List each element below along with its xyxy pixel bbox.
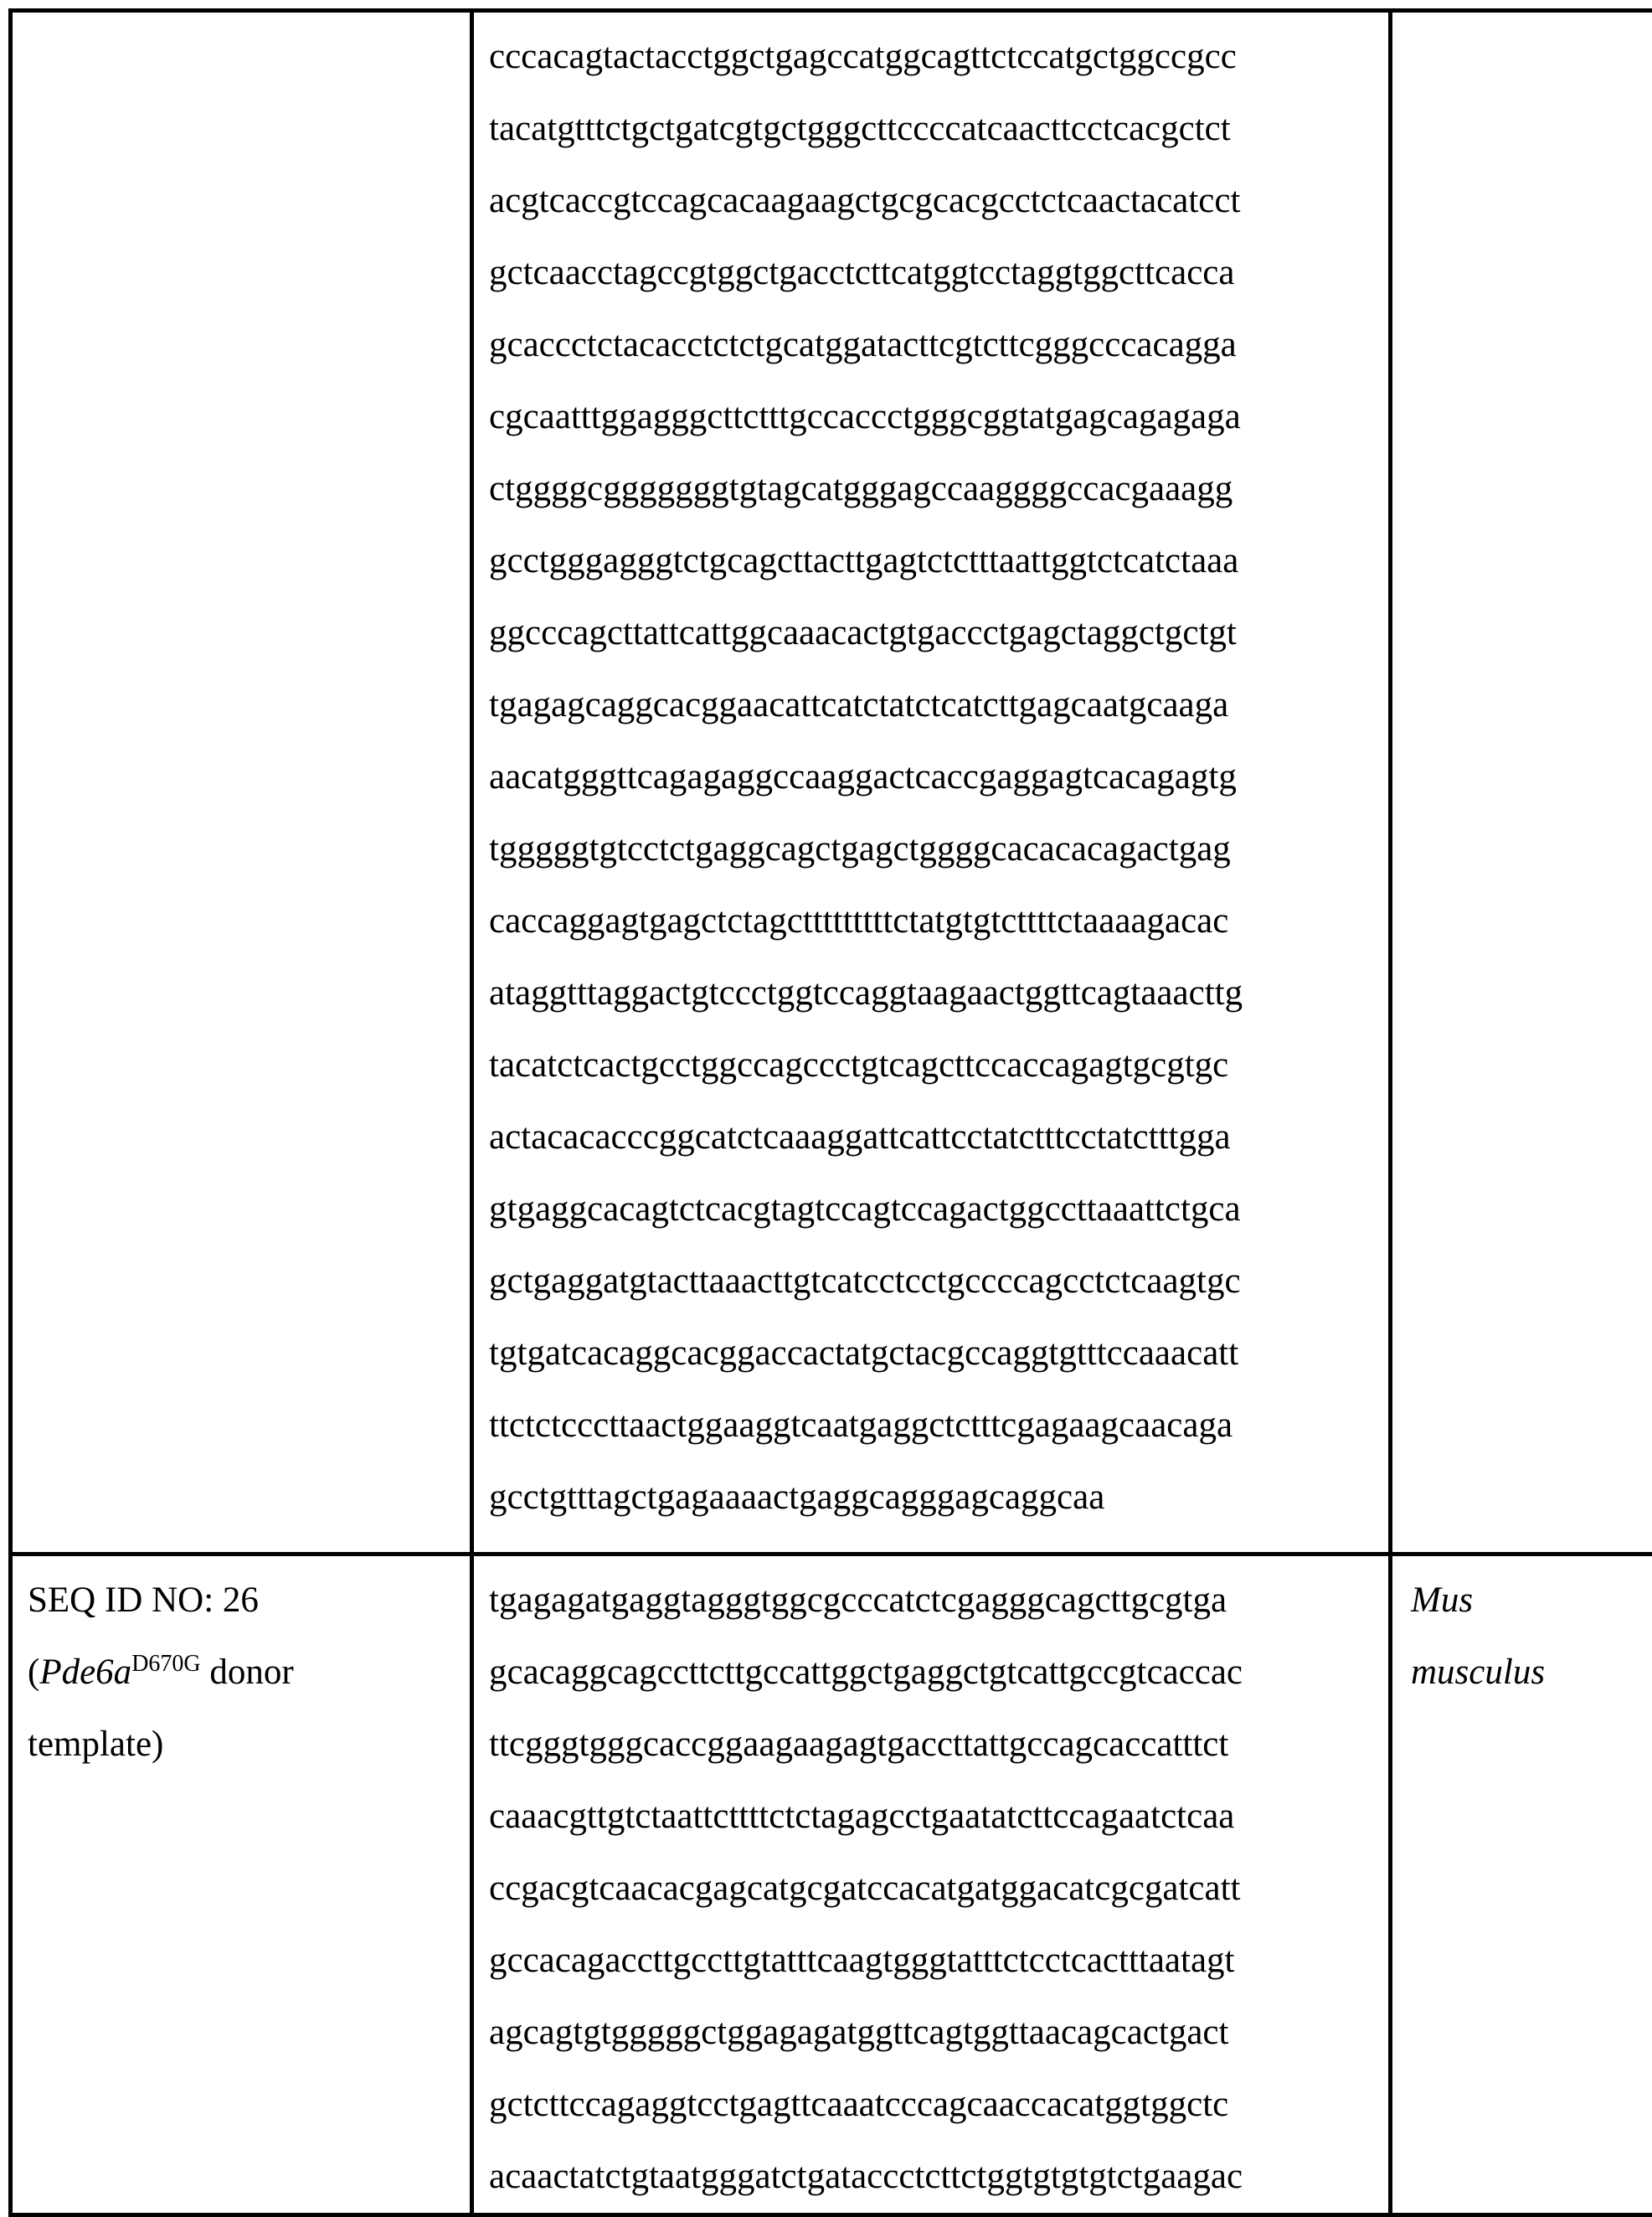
sequence-cell [472,11,1391,1554]
table-row [11,11,1652,1554]
sequence-line: gcacaggcagccttcttgccattggctgaggctgtcattgccgtcaccac [489,1637,1373,1709]
sequence-cell [472,1554,1391,2215]
desc-text-line3: template) [28,1709,455,1781]
sequence-line: ggcccagcttattcattggcaaacactgtgaccctgagctaggctgctgt [489,597,1373,669]
sequence-line: caaacgttgtctaattcttttctctagagcctgaatatcttccagaatctcaa [489,1781,1373,1853]
seq-id-cell [11,11,472,1554]
sequence-table [8,8,1652,2217]
organism-cell [1391,11,1652,1554]
sequence-line: acgtcaccgtccagcacaagaagctgcgcacgcctctcaactacatcct [489,165,1373,237]
sequence-line: tgtgatcacaggcacggaccactatgctacgccaggtgtttccaaacatt [489,1317,1373,1389]
sequence-line: cccacagtactacctggctgagccatggcagttctccatgctggccgcc [489,21,1373,93]
sequence-line: gcctgtttagctgagaaaactgaggcagggagcaggcaa [489,1462,1373,1534]
sequence-line: ataggtttaggactgtccctggtccaggtaagaactggttcagtaaacttg [489,957,1373,1029]
sequence-line: tgggggtgtcctctgaggcagctgagctggggcacacacagactgag [489,813,1373,885]
sequence-line: tgagagatgaggtagggtggcgcccatctcgagggcagcttgcgtga [489,1565,1373,1637]
sequence-line: gctgaggatgtacttaaacttgtcatcctcctgccccagcctctcaagtgc [489,1245,1373,1317]
organism-species: musculus [1411,1652,1545,1692]
sequence-line: tgagagcaggcacggaacattcatctatctcatcttgagcaatgcaaga [489,669,1373,741]
sequence-line: ttcgggtgggcaccggaagaagagtgaccttattgccagcaccatttct [489,1709,1373,1781]
seq-description [28,1637,455,1709]
sequence-line: agcagtgtgggggctggagagatggttcagtggttaacagcactgact [489,1997,1373,2069]
sequence-line: aacatgggttcagagaggccaaggactcaccgaggagtcacagagtg [489,741,1373,813]
sequence-line: gtgaggcacagtctcacgtagtccagtccagactggccttaaattctgca [489,1173,1373,1245]
sequence-line: gctcttccagaggtcctgagttcaaatcccagcaaccacatggtggctc [489,2069,1373,2141]
paren-open: ( [28,1652,39,1692]
sequence-line: gcctgggagggtctgcagcttacttgagtctctttaattggtctcatctaaa [489,525,1373,597]
organism-genus: Mus [1411,1580,1473,1620]
sequence-line: ctggggcgggggggtgtagcatgggagccaaggggccacgaaagg [489,453,1373,525]
mutation-label: D670G [131,1651,200,1677]
sequence-line: ccgacgtcaacacgagcatgcgatccacatgatggacatcgcgatcatt [489,1853,1373,1925]
sequence-line: caccaggagtgagctctagctttttttttctatgtgtcttttctaaaagacac [489,885,1373,957]
sequence-line: tacatctcactgcctggccagccctgtcagcttccaccagagtgcgtgc [489,1029,1373,1101]
sequence-line: gctcaacctagccgtggctgacctcttcatggtcctaggtggcttcacca [489,237,1373,309]
sequence-line: gcaccctctacacctctctgcatggatacttcgtcttcgggcccacagga [489,309,1373,381]
sequence-line: actacacacccggcatctcaaaggattcattcctatctttcctatctttgga [489,1101,1373,1173]
sequence-line: cgcaatttggagggcttctttgccaccctgggcggtatgagcagagaga [489,381,1373,453]
desc-text: donor [201,1652,294,1692]
sequence-line: acaactatctgtaatgggatctgataccctcttctggtgtgtgtctgaagac [489,2141,1373,2213]
gene-name: Pde6a [39,1652,131,1692]
seq-id-cell [11,1554,472,2215]
table-row [11,1554,1652,2215]
seq-id-label: SEQ ID NO: 26 [28,1565,455,1637]
sequence-line: gccacagaccttgccttgtatttcaagtgggtatttctcctcactttaatagt [489,1925,1373,1997]
organism-cell [1391,1554,1652,2215]
sequence-line: ttctctcccttaactggaaggtcaatgaggctctttcgagaagcaacaga [489,1389,1373,1462]
sequence-line: tacatgtttctgctgatcgtgctgggcttccccatcaacttcctcacgctct [489,93,1373,165]
